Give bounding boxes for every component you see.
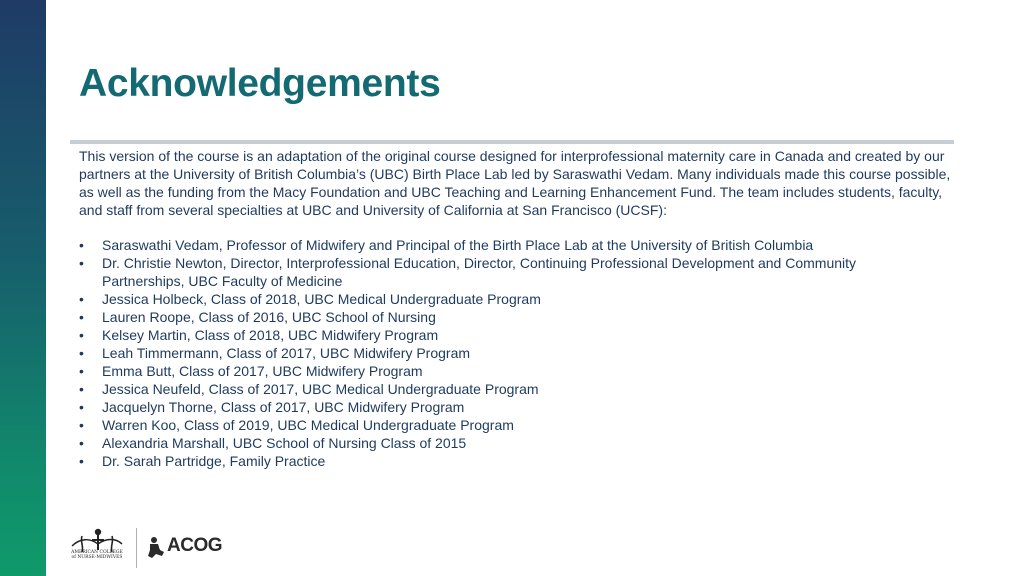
list-item [79,398,939,416]
contributor-text: Kelsey Martin, Class of 2018, UBC Midwifery Program [102,327,439,343]
bullet-icon: • [79,453,84,469]
list-item [79,452,939,470]
bullet-icon: • [79,381,84,397]
title-divider [70,140,954,144]
bullet-icon: • [79,237,84,253]
list-item [79,380,939,398]
contributor-text: Warren Koo, Class of 2019, UBC Medical Undergraduate Program [102,417,514,433]
acog-mother-child-icon [146,536,166,558]
contributor-text: Lauren Roope, Class of 2016, UBC School of Nursing [102,309,436,325]
bullet-icon: • [79,291,84,307]
page-title: Acknowledgements [79,62,441,105]
list-item [79,362,939,380]
logo-divider [136,528,137,568]
contributor-text: Saraswathi Vedam, Professor of Midwifery and Principal of the Birth Place Lab at the University of British Columbia [102,237,814,253]
bullet-icon: • [79,435,84,451]
bullet-icon: • [79,255,84,271]
bullet-icon: • [79,327,84,343]
acnm-line-1: AMERICAN COLLEGE [71,550,123,555]
bullet-icon: • [79,417,84,433]
list-item [79,344,939,362]
contributor-text: Dr. Christie Newton, Director, Interprofessional Education, Director, Continuing Professional Development and Community Partnerships, UBC Faculty of Medicine [102,255,857,289]
list-item [79,326,939,344]
acnm-logo-icon [68,524,126,570]
bullet-icon: • [79,309,84,325]
bullet-icon: • [79,363,84,379]
contributors-list [79,236,939,470]
list-item [79,416,939,434]
bullet-icon: • [79,399,84,415]
list-item [79,290,939,308]
bullet-icon: • [79,345,84,361]
list-item [79,308,939,326]
contributor-text: Dr. Sarah Partridge, Family Practice [102,453,326,469]
contributor-text: Alexandria Marshall, UBC School of Nursing Class of 2015 [102,435,467,451]
intro-paragraph: This version of the course is an adaptation of the original course designed for interprofessional maternity care in Canada and created by our partners at the University of British Columbia’s (UBC) Birth Place Lab led by Saraswathi Vedam. Many individuals made this course possible, as well as the funding from the Macy Foundation and UBC Teaching and Learning Enhancement Fund. The team includes students, faculty, and staff from several specialties at UBC and University of California at San Francisco (UCSF): [79,148,951,218]
acnm-logo-text [66,550,128,560]
sidebar-accent-bar [0,0,46,576]
contributor-text: Emma Butt, Class of 2017, UBC Midwifery Program [102,363,423,379]
contributor-text: Jacquelyn Thorne, Class of 2017, UBC Midwifery Program [102,399,465,415]
list-item [79,434,939,452]
acnm-line-2: of NURSE-MIDWIVES [71,555,123,560]
contributor-text: Jessica Neufeld, Class of 2017, UBC Medical Undergraduate Program [102,381,539,397]
contributor-text: Jessica Holbeck, Class of 2018, UBC Medical Undergraduate Program [102,291,541,307]
contributor-text: Leah Timmermann, Class of 2017, UBC Midwifery Program [102,345,471,361]
acog-logo-text: ACOG [167,535,222,556]
footer-logos [66,520,226,570]
list-item [79,236,939,254]
list-item [79,254,939,290]
